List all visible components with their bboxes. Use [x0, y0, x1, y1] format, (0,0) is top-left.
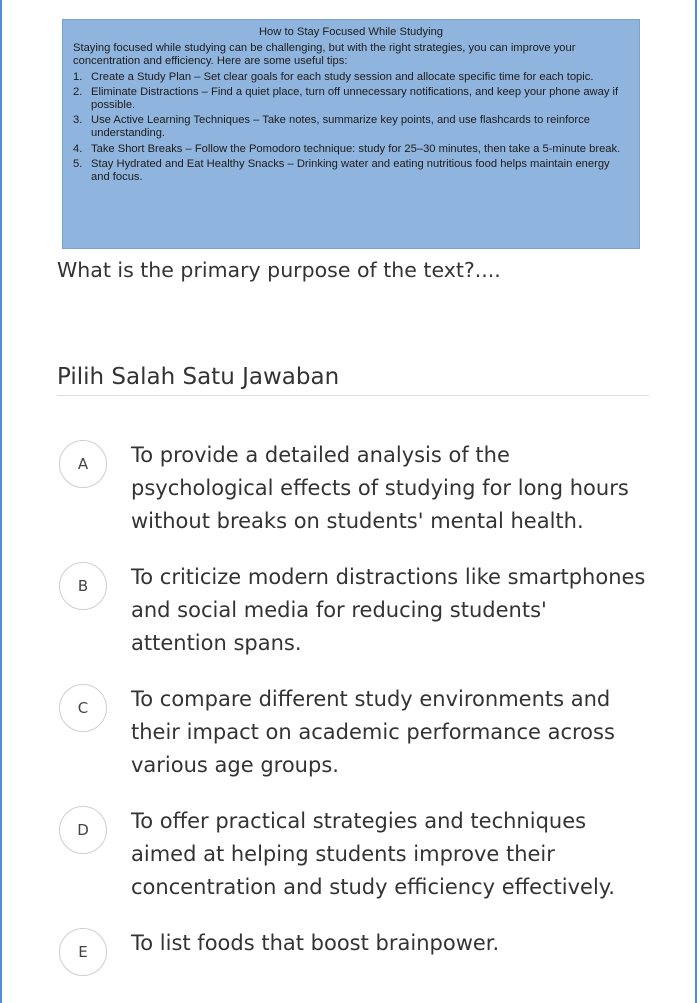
option-radio-e[interactable]: E [59, 928, 107, 976]
tip-number: 2. [73, 85, 83, 98]
option-radio-c[interactable]: C [59, 684, 107, 732]
answer-option-d[interactable] [59, 804, 649, 904]
tip-number: 1. [73, 70, 83, 83]
tip-item [73, 114, 629, 140]
answers-section-title: Pilih Salah Satu Jawaban [57, 364, 340, 390]
option-radio-b[interactable]: B [59, 562, 107, 610]
tip-text: Create a Study Plan – Set clear goals for each study session and allocate specific time for each topic. [91, 70, 594, 83]
answer-option-e[interactable] [59, 926, 649, 976]
tip-number: 4. [73, 142, 83, 155]
tip-number: 5. [73, 157, 83, 170]
question-image [62, 19, 640, 249]
option-letter-wrap [59, 438, 115, 488]
answer-option-a[interactable] [59, 438, 649, 538]
tip-text: Use Active Learning Techniques – Take notes, summarize key points, and use flashcards to reinforce understanding. [91, 114, 590, 140]
tip-number: 3. [73, 114, 83, 127]
option-letter-wrap [59, 804, 115, 854]
option-radio-d[interactable]: D [59, 806, 107, 854]
tip-text: Take Short Breaks – Follow the Pomodoro technique: study for 25–30 minutes, then take a 5-minute break. [91, 142, 621, 155]
option-letter-wrap [59, 560, 115, 610]
option-letter-wrap [59, 682, 115, 732]
tip-item [73, 71, 629, 84]
tip-text: Eliminate Distractions – Find a quiet place, turn off unnecessary notifications, and keep your phone away if possible. [91, 85, 619, 112]
tip-item [73, 86, 629, 112]
option-text-a[interactable]: To provide a detailed analysis of the psychological effects of studying for long hours without breaks on students' mental health. [131, 443, 629, 533]
tip-text: Stay Hydrated and Eat Healthy Snacks – Drinking water and eating nutritious food helps maintain energy and focus. [91, 157, 610, 184]
section-divider [57, 395, 649, 396]
answer-option-c[interactable] [59, 682, 649, 782]
answer-options [59, 438, 649, 998]
option-text-b[interactable]: To criticize modern distractions like smartphones and social media for reducing students' attention spans. [131, 565, 646, 655]
answer-option-b[interactable] [59, 560, 649, 660]
option-text-e[interactable]: To list foods that boost brainpower. [131, 931, 500, 955]
option-letter-wrap [59, 926, 115, 976]
question-image-intro: Staying focused while studying can be challenging, but with the right strategies, you can improve your concentration and efficiency. Here are some useful tips: [73, 42, 576, 68]
question-prompt: What is the primary purpose of the text?.... [57, 258, 501, 282]
tips-list [73, 71, 629, 185]
tip-item [73, 143, 629, 156]
option-radio-a[interactable]: A [59, 440, 107, 488]
option-text-d[interactable]: To offer practical strategies and techniques aimed at helping students improve their concentration and study efficiency effectively. [131, 809, 615, 899]
tip-item [73, 158, 629, 184]
question-image-title: How to Stay Focused While Studying [258, 26, 444, 38]
option-text-c[interactable]: To compare different study environments and their impact on academic performance across various age groups. [131, 687, 615, 777]
